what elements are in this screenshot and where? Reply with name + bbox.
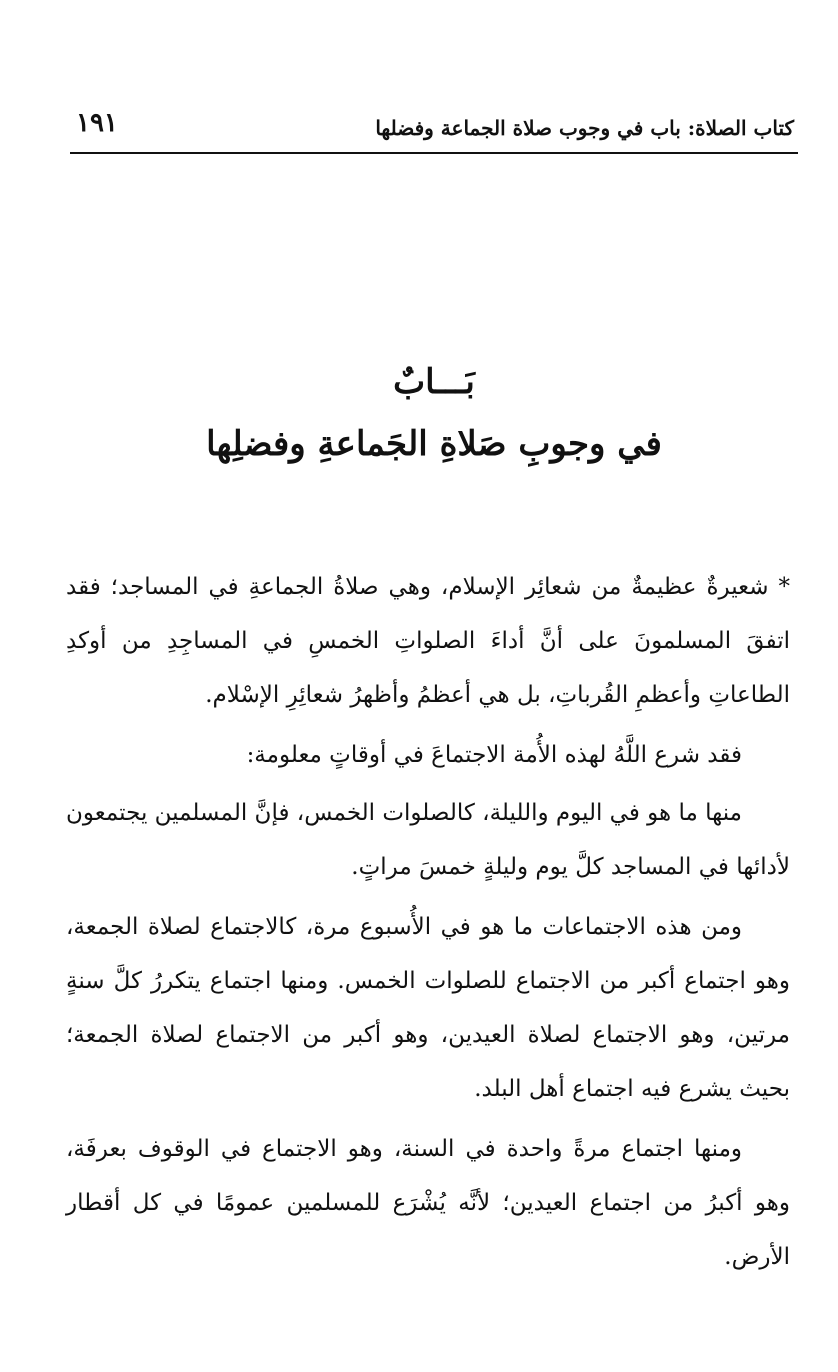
chapter-label: بَـــابٌ (393, 362, 475, 402)
running-title: كتاب الصلاة: باب في وجوب صلاة الجماعة وفضلها (375, 116, 794, 140)
running-header (70, 104, 798, 154)
paragraph-4: ومن هذه الاجتماعات ما هو في الأُسبوع مرة، كالاجتماع لصلاة الجمعة، وهو اجتماع أكبر من الاجتماع للصلوات الخمس. ومنها اجتماع يتكررُ كلَّ سنةٍ مرتين، وهو الاجتماع لصلاة العيدين، وهو أكبر من الاجتماع لصلاة الجمعة؛ بحيث يشرع فيه اجتماع أهل البلد. (66, 914, 790, 1102)
paragraph-1: * شعيرةٌ عظيمةٌ من شعائِر الإسلام، وهي صلاةُ الجماعةِ في المساجد؛ فقد اتفقَ المسلمونَ على أنَّ أداءَ الصلواتِ الخمسِ في المساجِدِ من أوكدِ الطاعاتِ وأعظمِ القُرباتِ، بل هي أعظمُ وأظهرُ شعائِرِ الإسْلام. (66, 574, 790, 708)
page-number: ١٩١ (76, 108, 118, 138)
paragraph-2: فقد شرع اللَّهُ لهذه الأُمة الاجتماعَ في أوقاتٍ معلومة: (246, 742, 742, 768)
paragraph-5: ومنها اجتماع مرةً واحدة في السنة، وهو الاجتماع في الوقوف بعرفَة، وهو أكبرُ من اجتماع العيدين؛ لأنَّه يُشْرَع للمسلمين عمومًا في كل أقطار الأرض. (66, 1136, 790, 1270)
chapter-title: في وجوبِ صَلاةِ الجَماعةِ وفضلِها (206, 424, 662, 464)
body-text (66, 560, 790, 1288)
paragraph-3: منها ما هو في اليوم والليلة، كالصلوات الخمس، فإنَّ المسلمين يجتمعون لأدائها في المساجد كلَّ يوم وليلةٍ خمسَ مراتٍ. (66, 800, 790, 880)
